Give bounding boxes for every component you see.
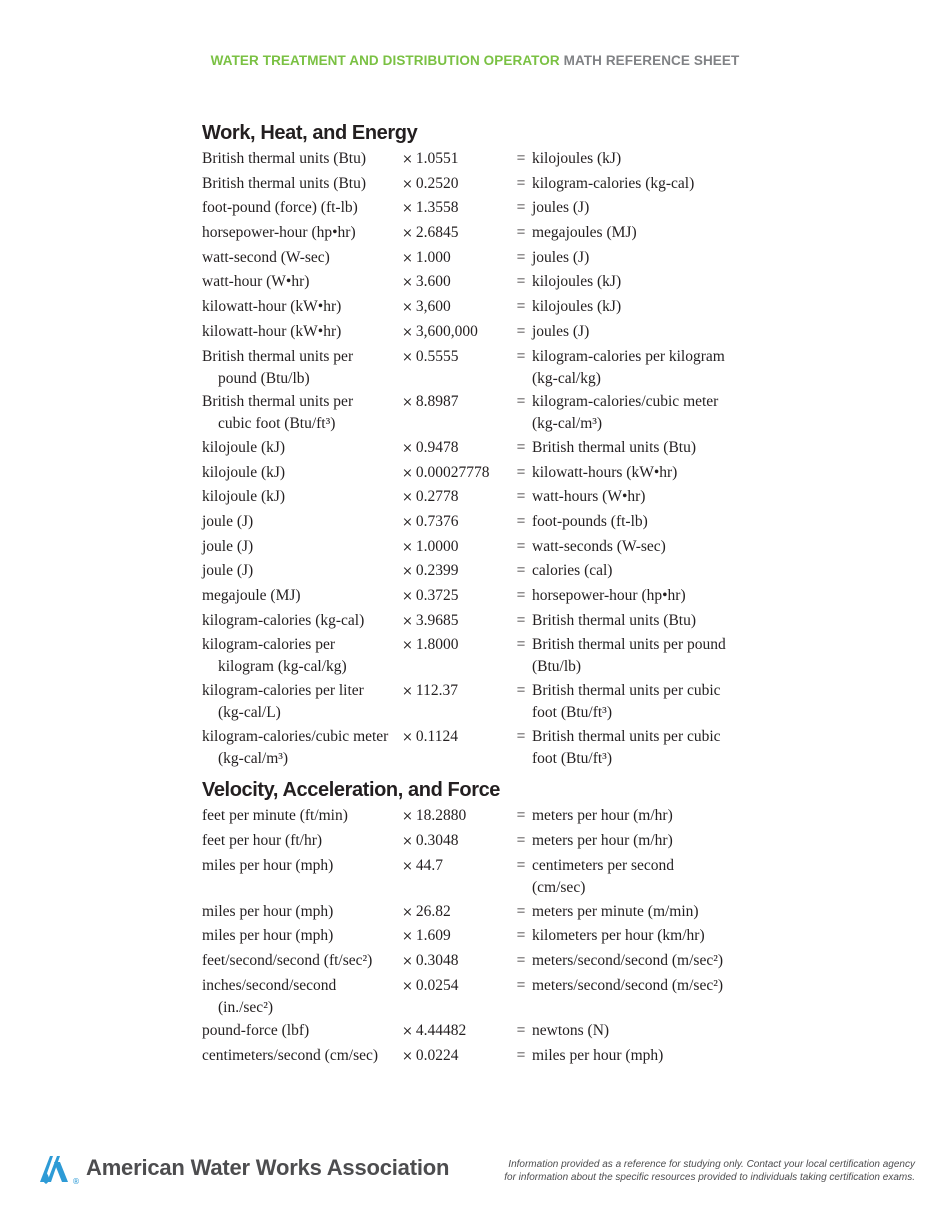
equals-symbol: =: [516, 322, 526, 340]
from-unit: [202, 610, 402, 633]
to-unit: [532, 585, 762, 608]
to-unit: [532, 805, 762, 828]
from-unit-text: kilojoule (kJ): [202, 438, 286, 456]
multiplier: [402, 486, 510, 509]
conversion-row: [202, 855, 762, 899]
from-unit: [202, 247, 402, 270]
conversion-row: [202, 950, 762, 973]
multiplier: [402, 680, 510, 724]
to-unit-text: megajoules (MJ): [532, 224, 637, 242]
times-symbol: ×: [402, 324, 413, 340]
multiplier: [402, 346, 510, 390]
factor-value: 2.6845: [415, 224, 459, 242]
multiplier: [402, 271, 510, 294]
multiplier: [402, 296, 510, 319]
from-unit-text: centimeters/second (cm/sec): [202, 1046, 379, 1064]
from-unit-text: miles per hour (mph): [202, 927, 334, 945]
from-unit-text: megajoule (MJ): [202, 587, 301, 604]
from-unit-text-cont: kilogram (kg-cal/kg): [218, 658, 347, 676]
from-unit: [202, 173, 402, 196]
multiplier: [402, 585, 510, 608]
to-unit: [532, 855, 762, 899]
to-unit: [532, 321, 762, 344]
to-unit: [532, 437, 762, 460]
factor-value: 0.3725: [415, 587, 459, 604]
conversion-row: [202, 437, 762, 460]
times-symbol: ×: [402, 152, 413, 167]
from-unit-text: joule (J): [202, 537, 254, 555]
multiplier: [402, 511, 510, 534]
times-symbol: ×: [402, 465, 413, 481]
equals-symbol: =: [516, 587, 526, 604]
multiplier: [402, 805, 510, 828]
from-unit-text: pound-force (lbf): [202, 1022, 310, 1040]
equals-symbol: =: [516, 174, 526, 192]
to-unit: [532, 511, 762, 534]
times-symbol: ×: [402, 613, 413, 629]
factor-value: 3.9685: [415, 611, 459, 629]
to-unit-text: kilojoules (kJ): [532, 150, 622, 167]
from-unit-text: kilogram-calories per: [202, 636, 335, 654]
to-unit-text: kilogram-calories/cubic meter: [532, 393, 719, 411]
to-unit-text: kilojoules (kJ): [532, 298, 622, 316]
factor-value: 0.7376: [415, 512, 459, 530]
to-unit-text: meters per hour (m/hr): [532, 832, 673, 850]
from-unit: [202, 1020, 402, 1043]
times-symbol: ×: [402, 250, 413, 266]
multiplier: [402, 1045, 510, 1068]
times-symbol: ×: [402, 589, 413, 604]
from-unit: [202, 296, 402, 319]
from-unit-text: feet/second/second (ft/sec²): [202, 951, 373, 969]
multiplier: [402, 536, 510, 559]
equals-symbol: =: [516, 951, 526, 969]
to-unit-text: joules (J): [532, 322, 590, 340]
to-unit-text: calories (cal): [532, 562, 613, 580]
from-unit-text: British thermal units (Btu): [202, 150, 367, 167]
conversion-row: [202, 271, 762, 294]
from-unit-text: British thermal units per: [202, 347, 354, 365]
equals-symbol: =: [516, 438, 526, 456]
times-symbol: ×: [402, 539, 413, 555]
multiplier: [402, 634, 510, 678]
to-unit-text: horsepower-hour (hp•hr): [532, 587, 686, 604]
multiplier: [402, 925, 510, 948]
equals-symbol: =: [516, 832, 526, 850]
conversion-row: [202, 536, 762, 559]
equals-symbol: =: [516, 488, 526, 506]
factor-value: 1.3558: [415, 199, 459, 217]
factor-value: 0.00027778: [415, 463, 490, 481]
page-header: [0, 53, 950, 68]
to-unit: [532, 680, 762, 724]
times-symbol: ×: [402, 440, 413, 456]
from-unit: [202, 830, 402, 853]
multiplier: [402, 901, 510, 924]
from-unit-text: joule (J): [202, 512, 254, 530]
from-unit: [202, 1045, 402, 1068]
conversion-row: [202, 610, 762, 633]
multiplier: [402, 950, 510, 973]
to-unit: [532, 560, 762, 583]
factor-value: 1.8000: [415, 636, 459, 654]
times-symbol: ×: [402, 638, 413, 654]
times-symbol: ×: [402, 1048, 413, 1064]
multiplier: [402, 222, 510, 245]
from-unit-text: miles per hour (mph): [202, 856, 334, 874]
section-title: Work, Heat, and Energy: [202, 122, 418, 144]
equals-symbol: =: [516, 537, 526, 555]
times-symbol: ×: [402, 395, 413, 411]
to-unit-text: centimeters per second: [532, 856, 675, 874]
times-symbol: ×: [402, 226, 413, 242]
from-unit: [202, 925, 402, 948]
from-unit-text: kilogram-calories/cubic meter: [202, 727, 389, 745]
equals-symbol: =: [516, 611, 526, 629]
to-unit-text-cont: (cm/sec): [532, 878, 586, 896]
footer-note-line2: for information about the specific resources provided to individuals taking certification exams.: [504, 1172, 915, 1183]
to-unit-text: watt-seconds (W-sec): [532, 537, 666, 555]
to-unit: [532, 222, 762, 245]
from-unit-text: horsepower-hour (hp•hr): [202, 224, 356, 242]
conversion-row: [202, 634, 762, 678]
water-drop-logo-icon: [38, 1150, 84, 1186]
times-symbol: ×: [402, 684, 413, 700]
conversion-tables: [202, 118, 762, 1070]
times-symbol: ×: [402, 300, 413, 316]
to-unit: [532, 462, 762, 485]
multiplier: [402, 437, 510, 460]
from-unit: [202, 346, 402, 390]
to-unit: [532, 830, 762, 853]
from-unit-text: kilogram-calories (kg-cal): [202, 611, 365, 629]
equals-symbol: =: [516, 393, 526, 411]
factor-value: 18.2880: [415, 807, 467, 825]
times-symbol: ×: [402, 729, 413, 745]
from-unit: [202, 148, 402, 171]
header-title-green: WATER TREATMENT AND DISTRIBUTION OPERATOR: [210, 53, 560, 68]
from-unit-text: feet per hour (ft/hr): [202, 832, 323, 850]
equals-symbol: =: [516, 856, 526, 874]
from-unit-text: miles per hour (mph): [202, 902, 334, 920]
factor-value: 3,600: [415, 298, 451, 316]
from-unit-text: watt-second (W-sec): [202, 248, 330, 266]
times-symbol: ×: [402, 201, 413, 217]
factor-value: 0.0224: [415, 1046, 459, 1064]
times-symbol: ×: [402, 514, 413, 530]
from-unit: [202, 901, 402, 924]
from-unit-text: kilowatt-hour (kW•hr): [202, 322, 342, 340]
from-unit: [202, 680, 402, 724]
to-unit-text: meters/second/second (m/sec²): [532, 951, 724, 969]
from-unit: [202, 950, 402, 973]
times-symbol: ×: [402, 349, 413, 365]
times-symbol: ×: [402, 809, 413, 825]
to-unit-text: British thermal units per cubic: [532, 682, 721, 700]
conversion-row: [202, 197, 762, 220]
factor-value: 0.9478: [415, 438, 459, 456]
from-unit-text: foot-pound (force) (ft-lb): [202, 199, 358, 217]
from-unit-text: British thermal units (Btu): [202, 174, 367, 192]
equals-symbol: =: [516, 199, 526, 217]
factor-value: 26.82: [415, 902, 451, 920]
to-unit: [532, 925, 762, 948]
to-unit: [532, 197, 762, 220]
multiplier: [402, 610, 510, 633]
multiplier: [402, 391, 510, 435]
to-unit: [532, 296, 762, 319]
times-symbol: ×: [402, 176, 413, 192]
equals-symbol: =: [516, 927, 526, 945]
to-unit-text-cont: foot (Btu/ft³): [532, 749, 612, 767]
from-unit-text: kilojoule (kJ): [202, 463, 286, 481]
to-unit-text: meters/second/second (m/sec²): [532, 976, 724, 994]
from-unit-text: watt-hour (W•hr): [202, 273, 310, 291]
to-unit: [532, 901, 762, 924]
factor-value: 0.1124: [415, 727, 458, 745]
conversion-row: [202, 148, 762, 171]
factor-value: 0.3048: [415, 832, 459, 850]
times-symbol: ×: [402, 275, 413, 291]
equals-symbol: =: [516, 224, 526, 242]
to-unit: [532, 247, 762, 270]
from-unit-text: joule (J): [202, 562, 254, 580]
factor-value: 112.37: [415, 682, 458, 700]
from-unit: [202, 726, 402, 770]
factor-value: 3,600,000: [415, 322, 478, 340]
equals-symbol: =: [516, 727, 526, 745]
times-symbol: ×: [402, 834, 413, 850]
from-unit: [202, 437, 402, 460]
from-unit-text: British thermal units per: [202, 393, 354, 411]
times-symbol: ×: [402, 929, 413, 945]
conversion-row: [202, 346, 762, 390]
factor-value: 4.44482: [415, 1022, 467, 1040]
to-unit-text-cont: (Btu/lb): [532, 658, 582, 676]
from-unit: [202, 585, 402, 608]
from-unit: [202, 634, 402, 678]
multiplier: [402, 462, 510, 485]
from-unit: [202, 391, 402, 435]
multiplier: [402, 726, 510, 770]
times-symbol: ×: [402, 564, 413, 580]
from-unit-text-cont: (in./sec²): [218, 998, 273, 1016]
to-unit: [532, 271, 762, 294]
equals-symbol: =: [516, 807, 526, 825]
from-unit-text: inches/second/second: [202, 976, 337, 994]
equals-symbol: =: [516, 273, 526, 291]
multiplier: [402, 173, 510, 196]
awwa-logo: [38, 1150, 449, 1186]
conversion-row: [202, 680, 762, 724]
to-unit: [532, 173, 762, 196]
equals-symbol: =: [516, 512, 526, 530]
to-unit-text-cont: (kg-cal/m³): [532, 415, 603, 433]
from-unit: [202, 197, 402, 220]
to-unit-text: British thermal units (Btu): [532, 438, 697, 456]
to-unit-text-cont: foot (Btu/ft³): [532, 704, 612, 722]
to-unit-text: meters per minute (m/min): [532, 902, 699, 920]
conversion-row: [202, 1045, 762, 1068]
equals-symbol: =: [516, 347, 526, 365]
multiplier: [402, 560, 510, 583]
section-title: Velocity, Acceleration, and Force: [202, 779, 501, 802]
conversion-row: [202, 296, 762, 319]
conversion-row: [202, 585, 762, 608]
conversion-row: [202, 726, 762, 770]
header-title-gray: MATH REFERENCE SHEET: [563, 53, 740, 68]
conversion-row: [202, 391, 762, 435]
from-unit-text-cont: cubic foot (Btu/ft³): [218, 415, 336, 433]
to-unit-text: joules (J): [532, 248, 590, 266]
factor-value: 0.0254: [415, 976, 459, 994]
from-unit-text: kilowatt-hour (kW•hr): [202, 298, 342, 316]
equals-symbol: =: [516, 682, 526, 700]
to-unit-text: miles per hour (mph): [532, 1046, 664, 1064]
to-unit: [532, 486, 762, 509]
equals-symbol: =: [516, 248, 526, 266]
from-unit: [202, 486, 402, 509]
conversion-row: [202, 1020, 762, 1043]
factor-value: 1.0551: [415, 150, 459, 167]
conversion-row: [202, 975, 762, 1019]
equals-symbol: =: [516, 463, 526, 481]
equals-symbol: =: [516, 902, 526, 920]
from-unit: [202, 975, 402, 1019]
conversion-row: [202, 560, 762, 583]
from-unit: [202, 222, 402, 245]
multiplier: [402, 197, 510, 220]
to-unit: [532, 726, 762, 770]
equals-symbol: =: [516, 636, 526, 654]
to-unit: [532, 1020, 762, 1043]
to-unit-text: kilojoules (kJ): [532, 273, 622, 291]
conversion-row: [202, 247, 762, 270]
times-symbol: ×: [402, 858, 413, 874]
to-unit: [532, 536, 762, 559]
equals-symbol: =: [516, 150, 526, 167]
to-unit-text: joules (J): [532, 199, 590, 217]
factor-value: 0.3048: [415, 951, 459, 969]
multiplier: [402, 1020, 510, 1043]
conversion-row: [202, 222, 762, 245]
multiplier: [402, 855, 510, 899]
conversion-row: [202, 901, 762, 924]
from-unit: [202, 560, 402, 583]
factor-value: 0.2520: [415, 174, 459, 192]
to-unit-text: kilogram-calories (kg-cal): [532, 174, 695, 192]
from-unit: [202, 462, 402, 485]
footer-note-line1: Information provided as a reference for studying only. Contact your local certification agency: [508, 1159, 915, 1170]
from-unit: [202, 805, 402, 828]
to-unit-text: kilometers per hour (km/hr): [532, 927, 705, 945]
from-unit: [202, 855, 402, 899]
times-symbol: ×: [402, 904, 413, 920]
equals-symbol: =: [516, 298, 526, 316]
factor-value: 0.2399: [415, 562, 459, 580]
to-unit: [532, 391, 762, 435]
from-unit-text-cont: (kg-cal/m³): [218, 749, 289, 767]
to-unit: [532, 634, 762, 678]
times-symbol: ×: [402, 978, 413, 994]
conversion-row: [202, 486, 762, 509]
times-symbol: ×: [402, 490, 413, 506]
org-name: American Water Works Association: [86, 1155, 450, 1180]
factor-value: 0.5555: [415, 347, 459, 365]
to-unit: [532, 610, 762, 633]
factor-value: 0.2778: [415, 488, 459, 506]
from-unit: [202, 321, 402, 344]
to-unit-text: British thermal units (Btu): [532, 611, 697, 629]
to-unit: [532, 346, 762, 390]
from-unit: [202, 536, 402, 559]
multiplier: [402, 321, 510, 344]
times-symbol: ×: [402, 1024, 413, 1040]
multiplier: [402, 148, 510, 171]
to-unit-text: kilowatt-hours (kW•hr): [532, 463, 678, 481]
conversion-row: [202, 173, 762, 196]
from-unit-text: feet per minute (ft/min): [202, 807, 348, 825]
to-unit-text-cont: (kg-cal/kg): [532, 369, 601, 387]
equals-symbol: =: [516, 976, 526, 994]
factor-value: 1.000: [415, 248, 451, 266]
factor-value: 8.8987: [415, 393, 459, 411]
conversion-row: [202, 805, 762, 828]
factor-value: 1.0000: [415, 537, 459, 555]
to-unit-text: meters per hour (m/hr): [532, 807, 673, 825]
to-unit-text: British thermal units per pound: [532, 636, 726, 654]
equals-symbol: =: [516, 1022, 526, 1040]
svg-text:®: ®: [72, 1177, 80, 1186]
conversion-row: [202, 321, 762, 344]
to-unit: [532, 148, 762, 171]
multiplier: [402, 830, 510, 853]
to-unit: [532, 950, 762, 973]
to-unit-text: foot-pounds (ft-lb): [532, 512, 648, 530]
equals-symbol: =: [516, 562, 526, 580]
from-unit-text-cont: pound (Btu/lb): [218, 369, 310, 387]
equals-symbol: =: [516, 1046, 526, 1064]
to-unit-text: kilogram-calories per kilogram: [532, 347, 725, 365]
conversion-row: [202, 925, 762, 948]
from-unit: [202, 271, 402, 294]
from-unit-text-cont: (kg-cal/L): [218, 704, 281, 722]
footer-disclaimer: [495, 1158, 915, 1184]
factor-value: 3.600: [415, 273, 451, 291]
to-unit-text: watt-hours (W•hr): [532, 488, 646, 506]
to-unit-text: British thermal units per cubic: [532, 727, 721, 745]
from-unit-text: kilojoule (kJ): [202, 488, 286, 506]
to-unit: [532, 1045, 762, 1068]
multiplier: [402, 975, 510, 1019]
from-unit-text: kilogram-calories per liter: [202, 682, 364, 700]
to-unit-text: newtons (N): [532, 1022, 610, 1040]
conversion-row: [202, 511, 762, 534]
multiplier: [402, 247, 510, 270]
times-symbol: ×: [402, 953, 413, 969]
from-unit: [202, 511, 402, 534]
conversion-row: [202, 462, 762, 485]
factor-value: 44.7: [415, 856, 444, 874]
to-unit: [532, 975, 762, 1019]
factor-value: 1.609: [415, 927, 451, 945]
conversion-row: [202, 830, 762, 853]
